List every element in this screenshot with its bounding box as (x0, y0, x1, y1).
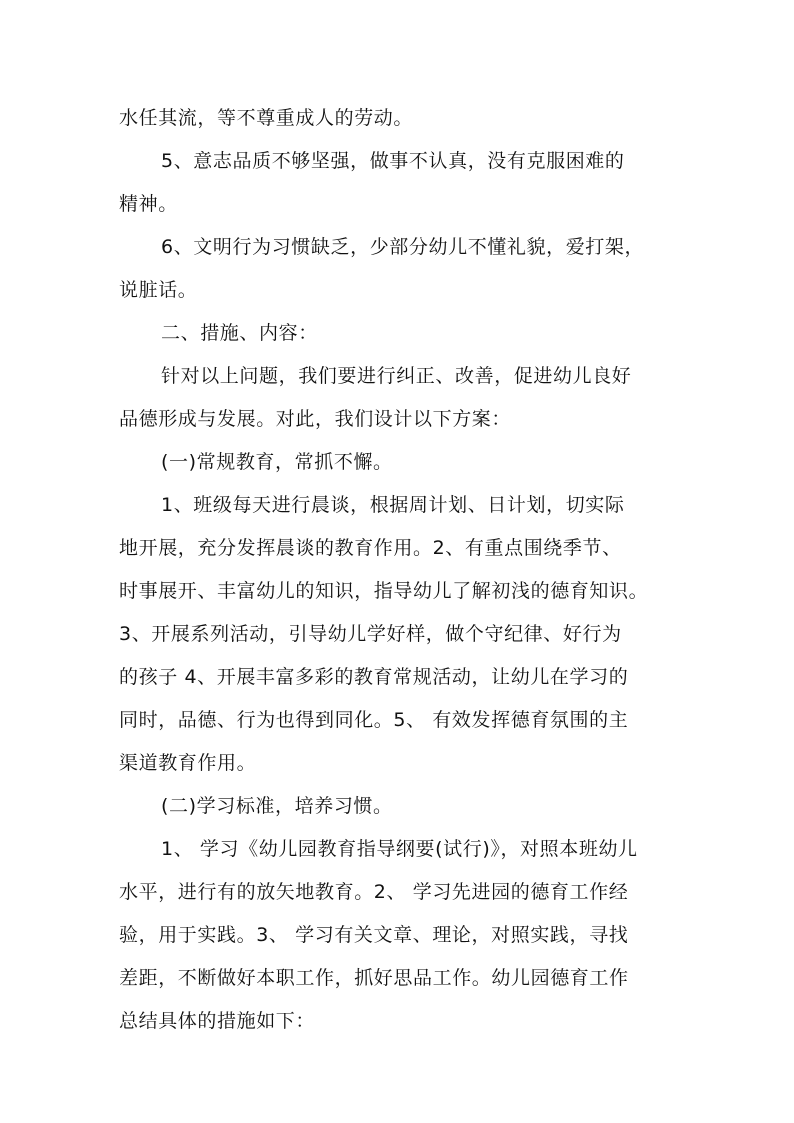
text-line: 1、班级每天进行晨谈，根据周计划、日计划，切实际 (161, 494, 625, 516)
text-line: 同时，品德、行为也得到同化。5、 有效发挥德育氛围的主 (119, 709, 629, 731)
text-line: 3、开展系列活动，引导幼儿学好样，做个守纪律、好行为 (119, 623, 622, 645)
text-line: 总结具体的措施如下： (119, 1010, 316, 1032)
text-line: 地开展，充分发挥晨谈的教育作用。2、有重点围绕季节、 (119, 537, 622, 559)
text-line: 渠道教育作用。 (119, 752, 257, 774)
subsection-heading: (二)学习标准，培养习惯。 (161, 795, 393, 817)
text-line: 5、意志品质不够坚强，做事不认真，没有克服困难的 (161, 150, 625, 172)
text-line: 验，用于实践。3、 学习有关文章、理论，对照实践，寻找 (119, 924, 629, 946)
text-line: 水平，进行有的放矢地教育。2、 学习先进园的德育工作经 (119, 881, 629, 903)
text-line: 品德形成与发展。对此，我们设计以下方案： (119, 408, 512, 430)
text-line: 的孩子 4、开展丰富多彩的教育常规活动，让幼儿在学习的 (119, 666, 629, 688)
text-line: 差距，不断做好本职工作，抓好思品工作。幼儿园德育工作 (119, 967, 629, 989)
text-line: 说脏话。 (119, 279, 198, 301)
text-line: 针对以上问题，我们要进行纠正、改善，促进幼儿良好 (161, 365, 632, 387)
text-line: 6、文明行为习惯缺乏，少部分幼儿不懂礼貌，爱打架， (161, 236, 645, 258)
text-line: 水任其流，等不尊重成人的劳动。 (119, 107, 414, 129)
text-line: 1、 学习《幼儿园教育指导纲要(试行)》，对照本班幼儿 (161, 838, 638, 860)
text-line: 时事展开、丰富幼儿的知识，指导幼儿了解初浅的德育知识。 (119, 580, 649, 602)
text-line: 精神。 (119, 193, 178, 215)
subsection-heading: (一)常规教育，常抓不懈。 (161, 451, 393, 473)
section-heading: 二、措施、内容： (161, 322, 318, 344)
